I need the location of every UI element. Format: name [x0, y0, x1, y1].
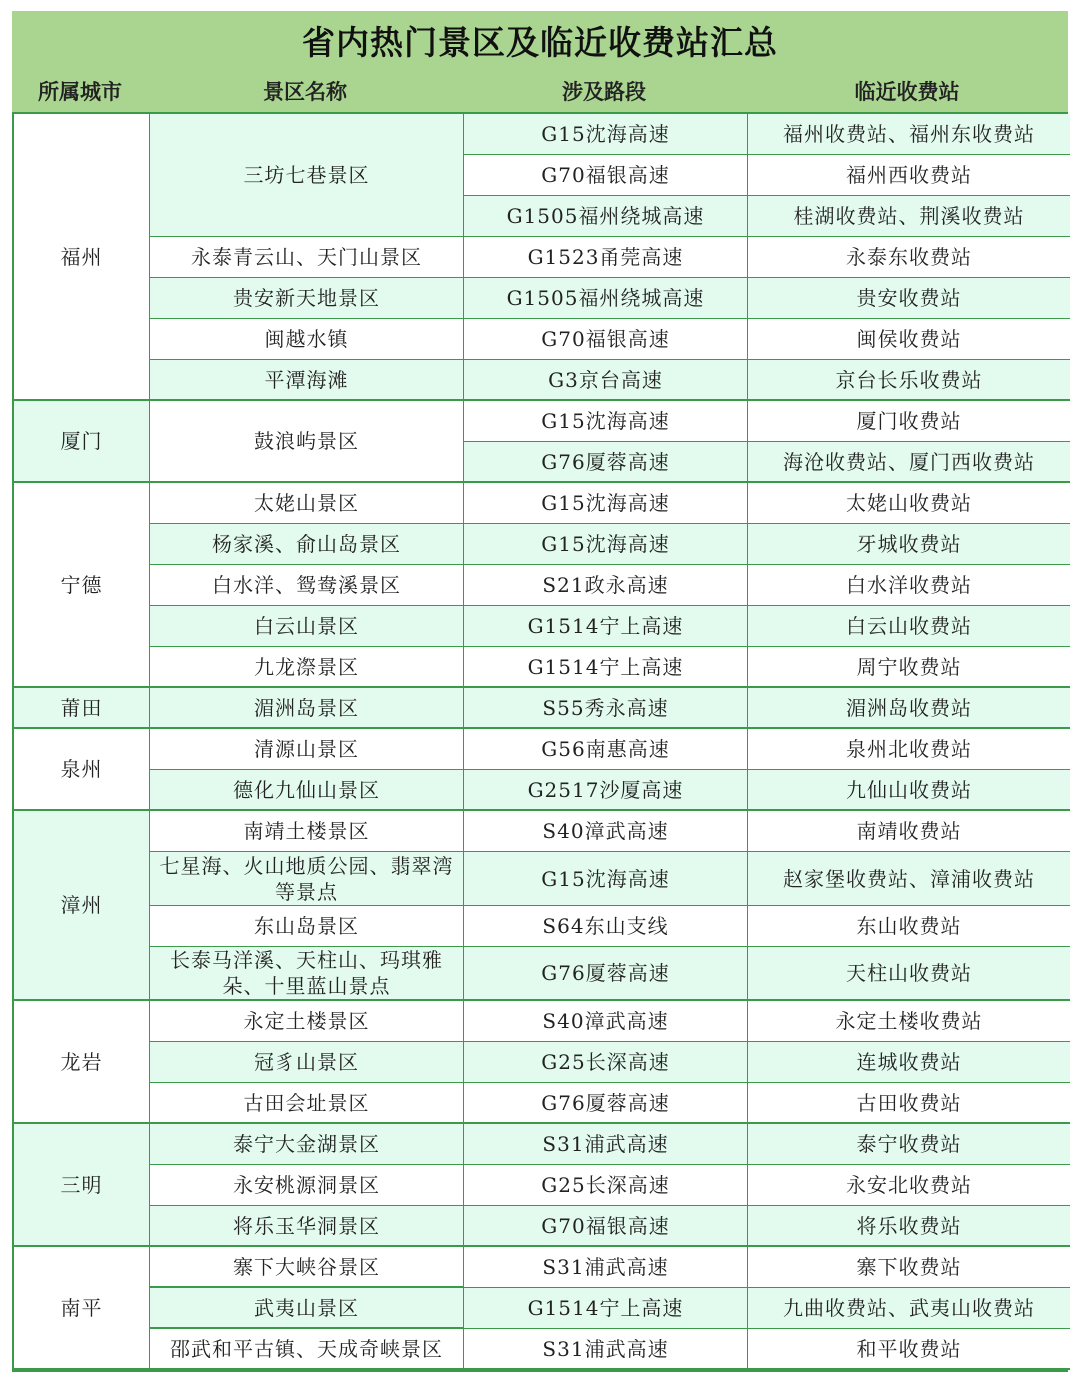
station-cell: 贵安收费站 [748, 278, 1070, 319]
spot-name-cell: 德化九仙山景区 [150, 770, 464, 811]
station-cell: 连城收费站 [748, 1042, 1070, 1083]
road-cell: G25长深高速 [464, 1042, 748, 1083]
spot-name-cell: 贵安新天地景区 [150, 278, 464, 319]
spot-name-cell: 永安桃源洞景区 [150, 1165, 464, 1206]
road-cell: S40漳武高速 [464, 1001, 748, 1042]
road-cell: G76厦蓉高速 [464, 1083, 748, 1124]
city-cell: 三明 [14, 1124, 150, 1247]
station-cell: 牙城收费站 [748, 524, 1070, 565]
city-cell: 莆田 [14, 688, 150, 729]
station-cell: 南靖收费站 [748, 811, 1070, 852]
road-cell: G1505福州绕城高速 [464, 196, 748, 237]
spot-name-cell: 古田会址景区 [150, 1083, 464, 1124]
station-cell: 古田收费站 [748, 1083, 1070, 1124]
road-cell: G15沈海高速 [464, 483, 748, 524]
spot-name-cell: 寨下大峡谷景区 [150, 1247, 464, 1288]
road-cell: G15沈海高速 [464, 114, 748, 155]
road-cell: G1505福州绕城高速 [464, 278, 748, 319]
spot-name-cell: 平潭海滩 [150, 360, 464, 401]
road-cell: S55秀永高速 [464, 688, 748, 729]
spot-name-cell: 白云山景区 [150, 606, 464, 647]
road-cell: S21政永高速 [464, 565, 748, 606]
station-cell: 海沧收费站、厦门西收费站 [748, 442, 1070, 483]
station-cell: 永安北收费站 [748, 1165, 1070, 1206]
city-cell: 漳州 [14, 811, 150, 1001]
road-cell: G15沈海高速 [464, 524, 748, 565]
city-cell: 福州 [14, 114, 150, 401]
sheet-title: 省内热门景区及临近收费站汇总 [12, 11, 1068, 70]
station-cell: 桂湖收费站、荆溪收费站 [748, 196, 1070, 237]
road-cell: G1514宁上高速 [464, 1288, 748, 1329]
station-cell: 将乐收费站 [748, 1206, 1070, 1247]
station-cell: 东山收费站 [748, 906, 1070, 947]
spot-name-cell: 永定土楼景区 [150, 1001, 464, 1042]
road-cell: S31浦武高速 [464, 1247, 748, 1288]
station-cell: 九曲收费站、武夷山收费站 [748, 1288, 1070, 1329]
road-cell: G1523甬莞高速 [464, 237, 748, 278]
spot-name-cell: 九龙漈景区 [150, 647, 464, 688]
spot-name-cell: 闽越水镇 [150, 319, 464, 360]
city-cell: 厦门 [14, 401, 150, 483]
spot-name-cell: 将乐玉华洞景区 [150, 1206, 464, 1247]
road-cell: S31浦武高速 [464, 1329, 748, 1370]
station-cell: 赵家堡收费站、漳浦收费站 [748, 852, 1070, 906]
station-cell: 九仙山收费站 [748, 770, 1070, 811]
station-cell: 永定土楼收费站 [748, 1001, 1070, 1042]
station-cell: 周宁收费站 [748, 647, 1070, 688]
city-cell: 宁德 [14, 483, 150, 688]
road-cell: G56南惠高速 [464, 729, 748, 770]
road-cell: G1514宁上高速 [464, 606, 748, 647]
spot-name-cell: 永泰青云山、天门山景区 [150, 237, 464, 278]
road-cell: G76厦蓉高速 [464, 947, 748, 1001]
header-spot: 景区名称 [263, 79, 347, 104]
header-station: 临近收费站 [854, 79, 960, 104]
road-cell: G70福银高速 [464, 155, 748, 196]
road-cell: G2517沙厦高速 [464, 770, 748, 811]
spot-name-cell: 长泰马洋溪、天柱山、玛琪雅朵、十里蓝山景点 [150, 947, 464, 1001]
spot-name-cell: 东山岛景区 [150, 906, 464, 947]
spot-name-cell: 南靖土楼景区 [150, 811, 464, 852]
spot-name-cell: 武夷山景区 [150, 1288, 464, 1329]
road-cell: S40漳武高速 [464, 811, 748, 852]
road-cell: G15沈海高速 [464, 401, 748, 442]
spot-name-cell: 杨家溪、俞山岛景区 [150, 524, 464, 565]
spot-name-cell: 泰宁大金湖景区 [150, 1124, 464, 1165]
spot-name-cell: 太姥山景区 [150, 483, 464, 524]
road-cell: G1514宁上高速 [464, 647, 748, 688]
spot-name-cell: 湄洲岛景区 [150, 688, 464, 729]
spot-name-cell: 鼓浪屿景区 [150, 401, 464, 483]
road-cell: G25长深高速 [464, 1165, 748, 1206]
spot-name-cell: 三坊七巷景区 [150, 114, 464, 237]
station-cell: 泰宁收费站 [748, 1124, 1070, 1165]
city-cell: 龙岩 [14, 1001, 150, 1124]
station-cell: 白云山收费站 [748, 606, 1070, 647]
summary-sheet [12, 11, 1068, 1372]
station-cell: 厦门收费站 [748, 401, 1070, 442]
city-cell: 南平 [14, 1247, 150, 1370]
station-cell: 和平收费站 [748, 1329, 1070, 1370]
road-cell: G76厦蓉高速 [464, 442, 748, 483]
station-cell: 太姥山收费站 [748, 483, 1070, 524]
road-cell: G70福银高速 [464, 319, 748, 360]
station-cell: 福州西收费站 [748, 155, 1070, 196]
station-cell: 闽侯收费站 [748, 319, 1070, 360]
spot-name-cell: 清源山景区 [150, 729, 464, 770]
road-cell: G15沈海高速 [464, 852, 748, 906]
station-cell: 天柱山收费站 [748, 947, 1070, 1001]
spot-name-cell: 冠豸山景区 [150, 1042, 464, 1083]
road-cell: G3京台高速 [464, 360, 748, 401]
station-cell: 湄洲岛收费站 [748, 688, 1070, 729]
table-body [12, 114, 1068, 1372]
road-cell: S64东山支线 [464, 906, 748, 947]
city-cell: 泉州 [14, 729, 150, 811]
spot-name-cell: 邵武和平古镇、天成奇峡景区 [150, 1329, 464, 1370]
header-city: 所属城市 [38, 79, 122, 104]
station-cell: 寨下收费站 [748, 1247, 1070, 1288]
station-cell: 京台长乐收费站 [748, 360, 1070, 401]
table-header [12, 70, 1068, 114]
header-road: 涉及路段 [562, 79, 646, 104]
spot-name-cell: 七星海、火山地质公园、翡翠湾等景点 [150, 852, 464, 906]
road-cell: G70福银高速 [464, 1206, 748, 1247]
station-cell: 泉州北收费站 [748, 729, 1070, 770]
road-cell: S31浦武高速 [464, 1124, 748, 1165]
station-cell: 白水洋收费站 [748, 565, 1070, 606]
station-cell: 福州收费站、福州东收费站 [748, 114, 1070, 155]
spot-name-cell: 白水洋、鸳鸯溪景区 [150, 565, 464, 606]
station-cell: 永泰东收费站 [748, 237, 1070, 278]
